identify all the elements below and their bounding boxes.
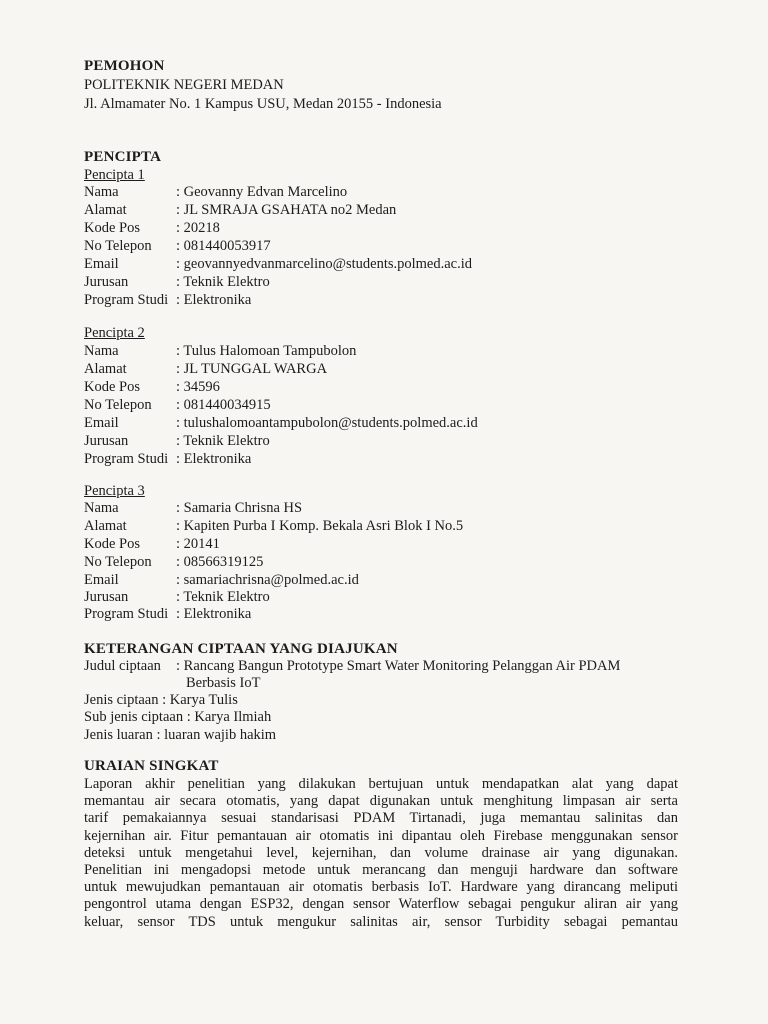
pencipta-2-no-telepon (84, 397, 271, 415)
field-label: Nama (84, 184, 119, 200)
field-value: : 34596 (176, 379, 220, 395)
field-label: Nama (84, 343, 119, 359)
pencipta-3-kode-pos (84, 536, 220, 554)
judul-ciptaan-continuation: Berbasis IoT (186, 675, 261, 691)
field-label: Jurusan (84, 274, 129, 290)
pencipta-3-title: Pencipta 3 (84, 483, 145, 499)
pencipta-3-alamat (84, 518, 463, 536)
field-label: Alamat (84, 518, 127, 534)
field-value: : 081440034915 (176, 397, 271, 413)
pencipta-2-nama (84, 343, 356, 361)
field-label: Kode Pos (84, 379, 140, 395)
pencipta-2-kode-pos (84, 379, 220, 397)
field-value: : Elektronika (176, 606, 252, 622)
keterangan-heading: KETERANGAN CIPTAAN YANG DIAJUKAN (84, 641, 398, 657)
field-label: Program Studi (84, 606, 169, 622)
field-value: : Elektronika (176, 292, 252, 308)
field-value: : samariachrisna@polmed.ac.id (176, 572, 359, 588)
field-label: Alamat (84, 202, 127, 218)
judul-ciptaan-label: Judul ciptaan (84, 658, 161, 674)
pencipta-2-program-studi (84, 451, 251, 469)
pencipta-3-nama (84, 500, 302, 518)
pencipta-3-email (84, 572, 359, 590)
judul-ciptaan-row (84, 658, 620, 675)
paragraph-line: tarif pemakaiannya sesuai standarisasi PDAM Tirtanadi, juga memantau salinitas dan (84, 810, 678, 827)
paragraph-line: deteksi untuk mengetahui level, kejernihan, dan volume drainase air yang digunakan. (84, 844, 678, 861)
pencipta-1-kode-pos (84, 220, 220, 238)
uraian-heading: URAIAN SINGKAT (84, 758, 219, 774)
field-value: : Teknik Elektro (176, 274, 270, 290)
field-value: : Geovanny Edvan Marcelino (176, 184, 348, 200)
pencipta-3-program-studi (84, 606, 251, 624)
uraian-paragraph (84, 776, 678, 931)
field-label: Jurusan (84, 589, 129, 605)
field-label: Email (84, 572, 119, 588)
paragraph-line: untuk mewujudkan pemantauan air otomatis berbasis IoT. Hardware yang dirancang meliputi (84, 879, 678, 896)
paragraph-line: memantau air secara otomatis, yang dapat digunakan untuk menghitung limpasan air serta (84, 793, 678, 810)
paragraph-line: kejernihan air. Fitur pemantauan air otomatis ini dipantau oleh Firebase menggunakan sensor (84, 827, 678, 844)
field-value: : Tulus Halomoan Tampubolon (176, 343, 357, 359)
field-value: : geovannyedvanmarcelino@students.polmed.ac.id (176, 256, 473, 272)
field-label: Email (84, 256, 119, 272)
field-label: Email (84, 415, 119, 431)
field-label: Jurusan (84, 433, 129, 449)
jenis-ciptaan: Jenis ciptaan : Karya Tulis (84, 692, 238, 708)
field-label: No Telepon (84, 554, 152, 570)
paragraph-line: pengontrol utama dengan ESP32, dengan sensor Waterflow sebagai pengukur aliran air yang (84, 896, 678, 913)
field-value: : tulushalomoantampubolon@students.polmed.ac.id (176, 415, 478, 431)
pencipta-3-jurusan (84, 589, 270, 607)
pencipta-1-alamat (84, 202, 396, 220)
pencipta-3-no-telepon (84, 554, 263, 572)
pemohon-address: Jl. Almamater No. 1 Kampus USU, Medan 20155 - Indonesia (84, 96, 442, 112)
paragraph-line: Penelitian ini mengadopsi metode untuk merancang dan menguji hardware dan software (84, 862, 678, 879)
field-value: : Samaria Chrisna HS (176, 500, 303, 516)
pencipta-2-alamat (84, 361, 327, 379)
field-label: Kode Pos (84, 536, 140, 552)
field-label: Program Studi (84, 451, 169, 467)
sub-jenis-ciptaan: Sub jenis ciptaan : Karya Ilmiah (84, 709, 272, 725)
field-label: Program Studi (84, 292, 169, 308)
field-label: No Telepon (84, 397, 152, 413)
field-value: : 08566319125 (176, 554, 264, 570)
field-value: : JL TUNGGAL WARGA (176, 361, 328, 377)
pencipta-2-jurusan (84, 433, 270, 451)
field-value: : 081440053917 (176, 238, 271, 254)
paragraph-line: keluar, sensor TDS untuk mengukur salinitas air, sensor Turbidity sebagai pemantau (84, 913, 678, 930)
pencipta-1-nama (84, 184, 347, 202)
pencipta-1-program-studi (84, 292, 251, 310)
field-value: : 20218 (176, 220, 220, 236)
pencipta-heading: PENCIPTA (84, 149, 162, 165)
paragraph-line: Laporan akhir penelitian yang dilakukan bertujuan untuk mendapatkan alat yang dapat (84, 776, 678, 792)
field-value: : JL SMRAJA GSAHATA no2 Medan (176, 202, 397, 218)
judul-ciptaan-value: : Rancang Bangun Prototype Smart Water Monitoring Pelanggan Air PDAM (176, 658, 621, 674)
field-label: Kode Pos (84, 220, 140, 236)
field-value: : Elektronika (176, 451, 252, 467)
pencipta-1-email (84, 256, 472, 274)
field-value: : 20141 (176, 536, 220, 552)
pencipta-2-email (84, 415, 478, 433)
field-value: : Kapiten Purba I Komp. Bekala Asri Blok I No.5 (176, 518, 464, 534)
pemohon-heading: PEMOHON (84, 58, 165, 74)
field-value: : Teknik Elektro (176, 433, 270, 449)
field-label: No Telepon (84, 238, 152, 254)
pemohon-institution: POLITEKNIK NEGERI MEDAN (84, 77, 284, 93)
pencipta-2-title: Pencipta 2 (84, 325, 145, 341)
pencipta-1-jurusan (84, 274, 270, 292)
jenis-luaran: Jenis luaran : luaran wajib hakim (84, 727, 277, 743)
field-value: : Teknik Elektro (176, 589, 270, 605)
pencipta-1-no-telepon (84, 238, 271, 256)
field-label: Nama (84, 500, 119, 516)
field-label: Alamat (84, 361, 127, 377)
pencipta-1-title: Pencipta 1 (84, 167, 145, 183)
